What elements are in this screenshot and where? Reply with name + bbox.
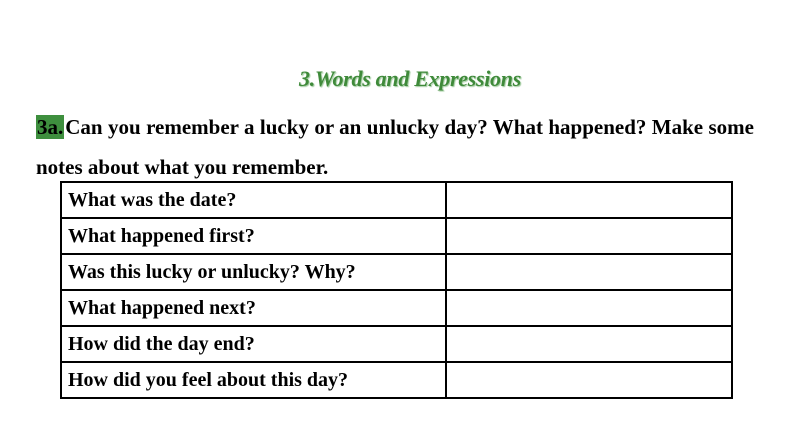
question-cell: What was the date? [61, 182, 446, 218]
answer-cell[interactable] [446, 326, 732, 362]
table-row [61, 326, 732, 362]
table-row [61, 254, 732, 290]
question-cell: What happened next? [61, 290, 446, 326]
notes-table [60, 181, 733, 399]
answer-cell[interactable] [446, 218, 732, 254]
question-cell: Was this lucky or unlucky? Why? [61, 254, 446, 290]
table-row [61, 290, 732, 326]
answer-cell[interactable] [446, 290, 732, 326]
answer-cell[interactable] [446, 362, 732, 398]
instruction-text [36, 107, 754, 187]
exercise-tag: 3a. [37, 115, 64, 139]
table-row [61, 182, 732, 218]
table-row [61, 362, 732, 398]
question-cell: How did the day end? [61, 326, 446, 362]
section-heading: 3.Words and Expressions [299, 66, 521, 91]
answer-cell[interactable] [446, 254, 732, 290]
table-row [61, 218, 732, 254]
question-cell: What happened first? [61, 218, 446, 254]
answer-cell[interactable] [446, 182, 732, 218]
question-cell: How did you feel about this day? [61, 362, 446, 398]
instruction-body: Can you remember a lucky or an unlucky day? What happened? Make some notes about what you remember. [36, 115, 754, 179]
